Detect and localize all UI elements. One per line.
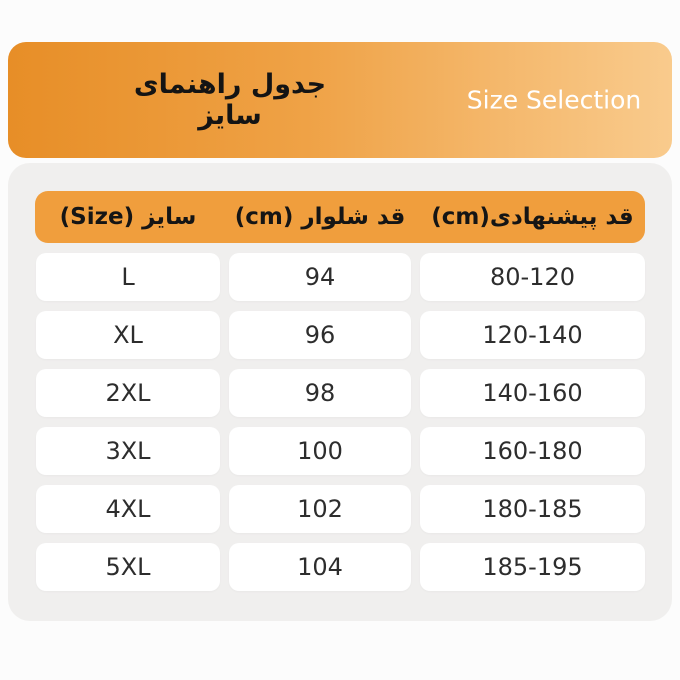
cell-pants-length: 100	[229, 427, 411, 475]
header-size: سایز (Size)	[59, 204, 197, 230]
cell-size: 2XL	[36, 369, 220, 417]
table-row	[35, 427, 645, 475]
cell-suggested-height: 185-195	[420, 543, 645, 591]
cell-size: L	[36, 253, 220, 301]
cell-pants-length: 96	[229, 311, 411, 359]
banner-title-persian: جدول راهنمای سایز	[133, 69, 327, 131]
table-row	[35, 253, 645, 301]
cell-suggested-height: 160-180	[420, 427, 645, 475]
header-pants-length: قد شلوار (cm)	[234, 204, 406, 230]
table-row	[35, 543, 645, 591]
table-header-row	[35, 191, 645, 243]
header-suggested-height: قد پیشنهادی(cm)	[431, 204, 634, 230]
size-table-panel	[8, 163, 672, 621]
cell-size: XL	[36, 311, 220, 359]
cell-suggested-height: 80-120	[420, 253, 645, 301]
cell-pants-length: 104	[229, 543, 411, 591]
cell-size: 3XL	[36, 427, 220, 475]
table-body	[35, 253, 645, 591]
cell-suggested-height: 180-185	[420, 485, 645, 533]
size-table	[35, 191, 645, 591]
cell-size: 5XL	[36, 543, 220, 591]
cell-suggested-height: 120-140	[420, 311, 645, 359]
cell-suggested-height: 140-160	[420, 369, 645, 417]
cell-pants-length: 98	[229, 369, 411, 417]
cell-size: 4XL	[36, 485, 220, 533]
size-guide-banner	[8, 42, 672, 158]
cell-pants-length: 94	[229, 253, 411, 301]
table-row	[35, 485, 645, 533]
table-row	[35, 311, 645, 359]
cell-pants-length: 102	[229, 485, 411, 533]
banner-title-english: Size Selection	[466, 85, 642, 115]
table-row	[35, 369, 645, 417]
